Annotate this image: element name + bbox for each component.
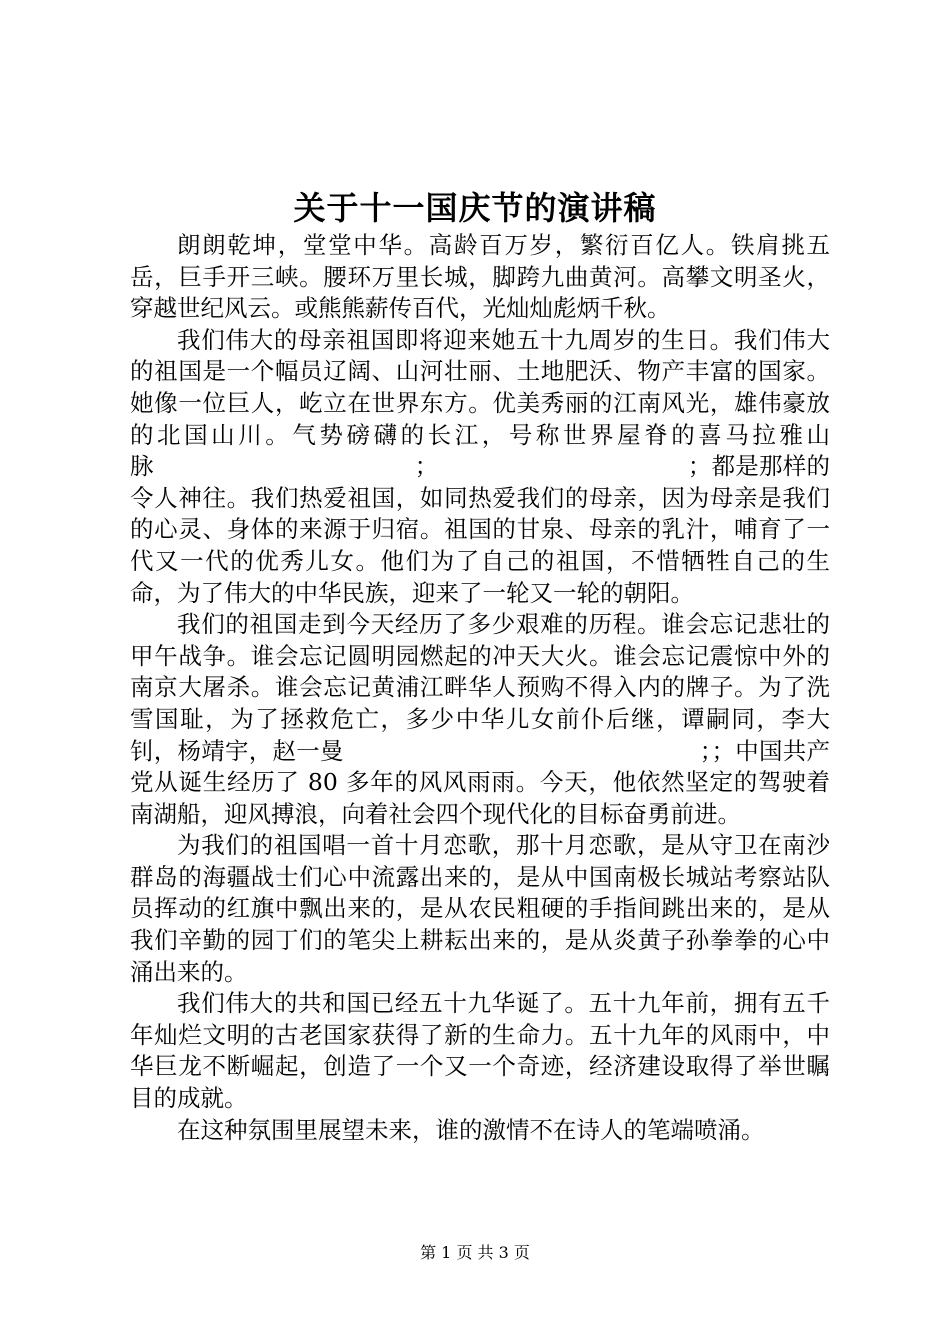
paragraph-republic: 我们伟大的共和国已经五十九华诞了。五十九年前，拥有五千年灿烂文明的古老国家获得了新的生命力。五十九年的风雨中，中华巨龙不断崛起，创造了一个又一个奇迹，经济建设取得了举世瞩目的成就。 xyxy=(130,989,830,1113)
document-title: 关于十一国庆节的演讲稿 xyxy=(293,189,657,227)
paragraph-history: 我们的祖国走到今天经历了多少艰难的历程。谁会忘记悲壮的甲午战争。谁会忘记圆明园燃起的冲天大火。谁会忘记震惊中外的南京大屠杀。谁会忘记黄浦江畔华人预购不得入内的牌子。为了洗雪国耻，为了拯救危亡，多少中华儿女前仆后继，谭嗣同，李大钊，杨靖宇，赵一曼 ；；中国共产党从诞生经历了 80 多年的风风雨雨。今天，他依然坚定的驾驶着南湖船，迎风搏浪，向着社会四个现代化的目标奋勇前进。 xyxy=(130,610,830,828)
paragraph-motherland: 我们伟大的母亲祖国即将迎来她五十九周岁的生日。我们伟大的祖国是一个幅员辽阔、山河壮丽、土地肥沃、物产丰富的国家。她像一位巨人，屹立在世界东方。优美秀丽的江南风光，雄伟豪放的北国山川。气势磅礴的长江，号称世界屋脊的喜马拉雅山脉 ； ；都是那样的令人神往。我们热爱祖国，如同热爱我们的母亲，因为母亲是我们的心灵、身体的来源于归宿。祖国的甘泉、母亲的乳汁，哺育了一代又一代的优秀儿女。他们为了自己的祖国，不惜牺牲自己的生命，为了伟大的中华民族，迎来了一轮又一轮的朝阳。 xyxy=(130,325,830,607)
page-number-footer: 第 1 页 共 3 页 xyxy=(420,1243,530,1262)
paragraph-intro: 朗朗乾坤，堂堂中华。高龄百万岁，繁衍百亿人。铁肩挑五岳，巨手开三峡。腰环万里长城，脚跨九曲黄河。高攀文明圣火，穿越世纪风云。或熊熊薪传百代，光灿灿彪炳千秋。 xyxy=(130,231,830,323)
paragraph-future: 在这种氛围里展望未来，谁的激情不在诗人的笔端喷涌。 xyxy=(177,1115,765,1144)
document-body xyxy=(130,230,830,1146)
paragraph-october-song: 为我们的祖国唱一首十月恋歌，那十月恋歌，是从守卫在南沙群岛的海疆战士们心中流露出来的，是从中国南极长城站考察站队员挥动的红旗中飘出来的，是从农民粗硬的手指间跳出来的，是从我们辛勤的园丁们的笔尖上耕耘出来的，是从炎黄子孙拳拳的心中涌出来的。 xyxy=(130,831,830,986)
